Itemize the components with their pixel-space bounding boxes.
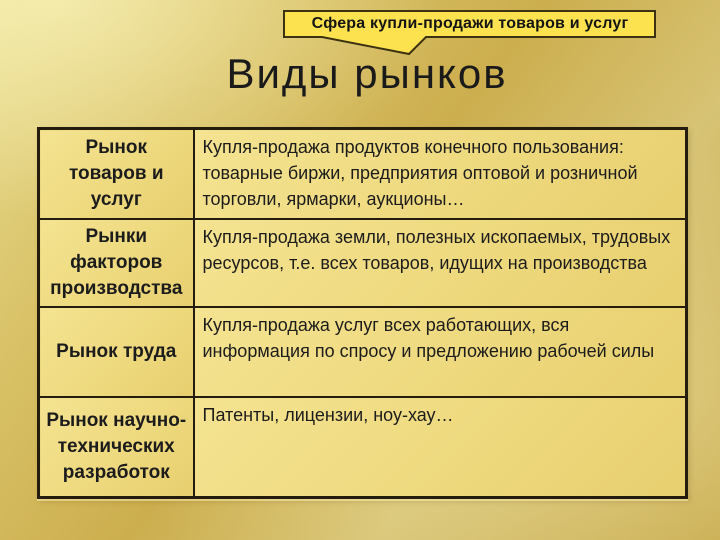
market-definition-cell: Купля-продажа услуг всех работающих, вся информация по спросу и предложению рабочей силы [194, 307, 687, 397]
market-term-cell: Рынок научно-технических разработок [39, 397, 194, 497]
markets-table [37, 127, 688, 499]
table-row [39, 129, 687, 220]
callout-text: Сфера купли-продажи товаров и услуг [311, 15, 629, 32]
market-definition-cell: Купля-продажа земли, полезных ископаемых, трудовых ресурсов, т.е. всех товаров, идущих на производства [194, 219, 687, 307]
table-row [39, 219, 687, 307]
page-title: Виды рынков [226, 50, 508, 97]
table-row [39, 397, 687, 497]
market-definition-cell: Патенты, лицензии, ноу-хау… [194, 397, 687, 497]
market-definition-cell: Купля-продажа продуктов конечного пользования: товарные биржи, предприятия оптовой и розничной торговли, ярмарки, аукционы… [194, 129, 687, 220]
market-term-cell: Рынки факторов производства [39, 219, 194, 307]
market-term-cell: Рынок товаров и услуг [39, 129, 194, 220]
table-row [39, 307, 687, 397]
market-term-cell: Рынок труда [39, 307, 194, 397]
